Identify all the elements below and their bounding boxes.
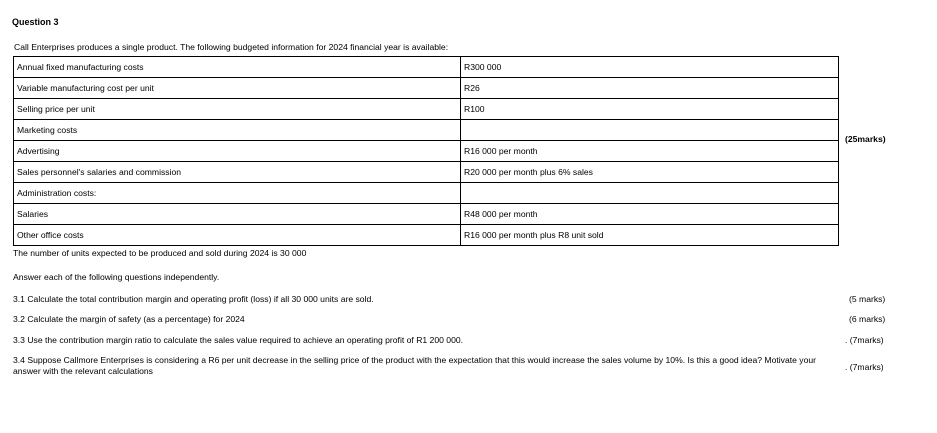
question-3-3-marks: . (7marks) xyxy=(845,335,884,345)
row-label: Selling price per unit xyxy=(14,99,461,120)
row-value: R16 000 per month xyxy=(461,141,839,162)
row-value: R100 xyxy=(461,99,839,120)
total-marks: (25marks) xyxy=(845,134,886,144)
question-title: Question 3 xyxy=(12,17,59,27)
question-3-2: 3.2 Calculate the margin of safety (as a percentage) for 2024 xyxy=(13,314,245,324)
table-row xyxy=(14,141,839,162)
question-3-3: 3.3 Use the contribution margin ratio to calculate the sales value required to achieve an operating profit of R1 200 000. xyxy=(13,335,464,345)
row-label: Advertising xyxy=(14,141,461,162)
budget-table xyxy=(13,56,839,246)
row-label: Sales personnel's salaries and commission xyxy=(14,162,461,183)
row-label: Administration costs: xyxy=(14,183,461,204)
question-3-1: 3.1 Calculate the total contribution margin and operating profit (loss) if all 30 000 units are sold. xyxy=(13,294,374,304)
row-value xyxy=(461,120,839,141)
question-3-2-marks: (6 marks) xyxy=(849,314,886,324)
instruction-text: Answer each of the following questions independently. xyxy=(13,272,220,282)
row-value: R20 000 per month plus 6% sales xyxy=(461,162,839,183)
row-value: R16 000 per month plus R8 unit sold xyxy=(461,225,839,246)
table-row xyxy=(14,162,839,183)
table-row xyxy=(14,225,839,246)
row-value xyxy=(461,183,839,204)
row-value: R48 000 per month xyxy=(461,204,839,225)
row-value: R300 000 xyxy=(461,57,839,78)
table-row xyxy=(14,120,839,141)
table-row xyxy=(14,78,839,99)
intro-text: Call Enterprises produces a single product. The following budgeted information for 2024 financial year is available: xyxy=(14,42,449,52)
table-row xyxy=(14,99,839,120)
row-label: Salaries xyxy=(14,204,461,225)
question-3-4-marks: . (7marks) xyxy=(845,362,884,372)
row-label: Other office costs xyxy=(14,225,461,246)
question-3-4: 3.4 Suppose Callmore Enterprises is considering a R6 per unit decrease in the selling price of the product with the expectation that this would increase the sales volume by 10%. Is this a good idea? Motivate your answer with the relevant calculations xyxy=(13,355,817,376)
row-label: Marketing costs xyxy=(14,120,461,141)
row-value: R26 xyxy=(461,78,839,99)
row-label: Annual fixed manufacturing costs xyxy=(14,57,461,78)
units-note: The number of units expected to be produced and sold during 2024 is 30 000 xyxy=(13,248,307,258)
row-label: Variable manufacturing cost per unit xyxy=(14,78,461,99)
table-row xyxy=(14,204,839,225)
question-3-1-marks: (5 marks) xyxy=(849,294,886,304)
table-row xyxy=(14,183,839,204)
table-row xyxy=(14,57,839,78)
